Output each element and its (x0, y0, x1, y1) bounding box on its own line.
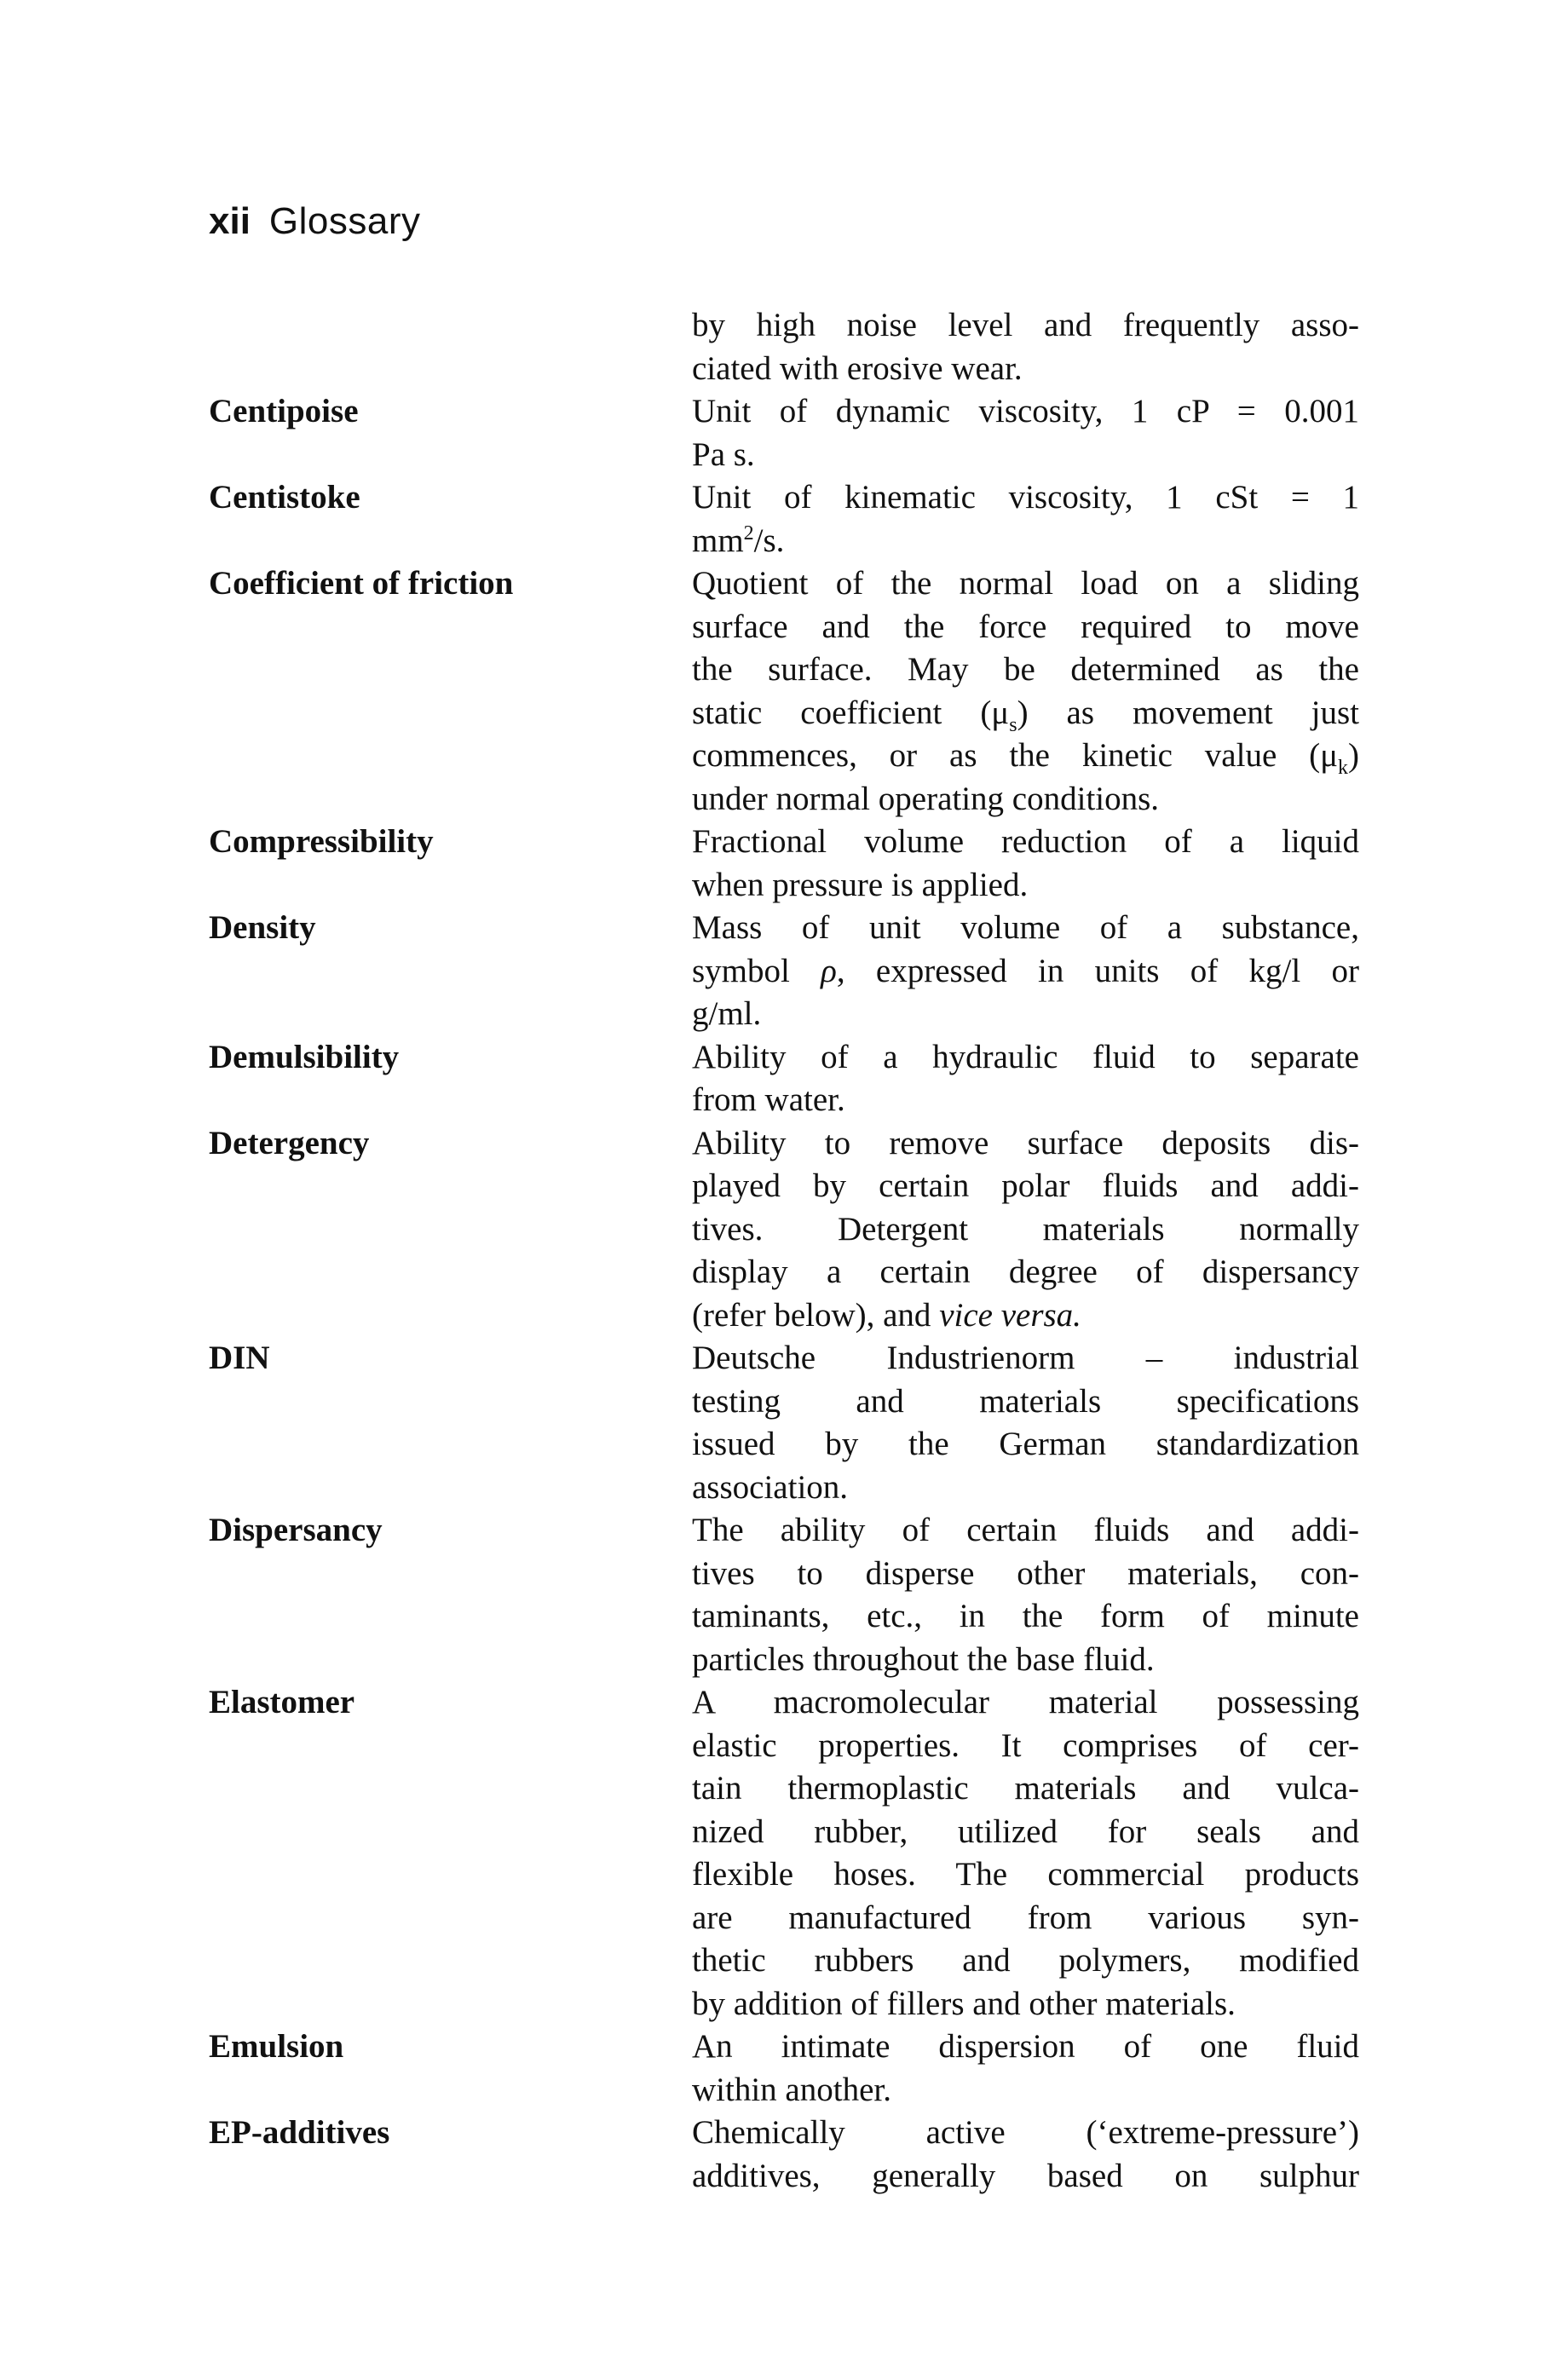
definition: by high noise level and frequently asso- ciated with erosive wear. (692, 307, 1359, 387)
glossary-entry (209, 2026, 1359, 2112)
term: Elastomer (209, 1684, 355, 1720)
definition: Unit of kinematic viscosity, 1 cSt = 1 $mm^2/s$. (692, 479, 1359, 559)
glossary-entry (209, 476, 1359, 562)
glossary-entry (209, 1337, 1359, 1509)
definition: Fractional volume reduction of a liquid when pressure is applied. (692, 823, 1359, 903)
glossary-entry (209, 907, 1359, 1036)
term: DIN (209, 1340, 270, 1376)
term: Dispersancy (209, 1512, 383, 1548)
term: Density (209, 909, 316, 946)
running-header (209, 200, 421, 242)
term: Emulsion (209, 2028, 344, 2065)
glossary-entry (209, 2112, 1359, 2198)
definition: The ability of certain fluids and addi- tives to disperse other materials, con- taminants, etc., in the form of minute particles throughout the base fluid. (692, 1512, 1359, 1678)
glossary-entry-continued (209, 304, 1359, 390)
glossary-entry (209, 1036, 1359, 1122)
term: Centipoise (209, 393, 359, 429)
glossary-entry (209, 821, 1359, 907)
term: Detergency (209, 1124, 370, 1161)
term: Compressibility (209, 823, 434, 860)
definition: Ability of a hydraulic fluid to separate from water. (692, 1038, 1359, 1118)
term: Demulsibility (209, 1038, 400, 1075)
definition: Ability to remove surface deposits dis- played by certain polar fluids and addi- tives. Detergent materials normally display a certain degree of dispersancy (refer below), and vice versa. (692, 1124, 1359, 1334)
term: Centistoke (209, 479, 360, 516)
section-title: Glossary (268, 200, 421, 242)
definition: Deutsche Industrienorm – industrial testing and materials specifications issued by the German standardization association. (692, 1340, 1359, 1506)
glossary-entry (209, 562, 1359, 821)
definition: Chemically active (‘extreme-pressure’) additives, generally based on sulphur (692, 2114, 1359, 2194)
definition: A macromolecular material possessing elastic properties. It comprises of cer- tain thermoplastic materials and vulca- nized rubber, utilized for seals and flexible hoses. The commercial products are manufactured from various syn- thetic rubbers and polymers, modified by addition of fillers and other materials. (692, 1684, 1359, 2022)
term: Coefficient of friction (209, 565, 514, 602)
glossary-entry (209, 1509, 1359, 1681)
page-number: xii (209, 200, 251, 242)
glossary-entry (209, 1681, 1359, 2026)
definition: Unit of dynamic viscosity, 1 cP = 0.001 Pa s. (692, 393, 1359, 473)
definition: Quotient of the normal load on a sliding surface and the force required to move the surface. May be determined as the static coefficient $(\mu_s)$ as movement just commences, or as the kinetic value $(\mu_k)$ under normal operating conditions. (692, 565, 1360, 817)
glossary-entry (209, 390, 1359, 476)
glossary-entry (209, 1122, 1359, 1338)
glossary-list (209, 304, 1359, 2198)
definition: An intimate dispersion of one fluid within another. (692, 2028, 1359, 2108)
term: EP-additives (209, 2114, 390, 2151)
definition: Mass of unit volume of a substance, symbol ρ, expressed in units of kg/l or g/ml. (692, 909, 1359, 1032)
